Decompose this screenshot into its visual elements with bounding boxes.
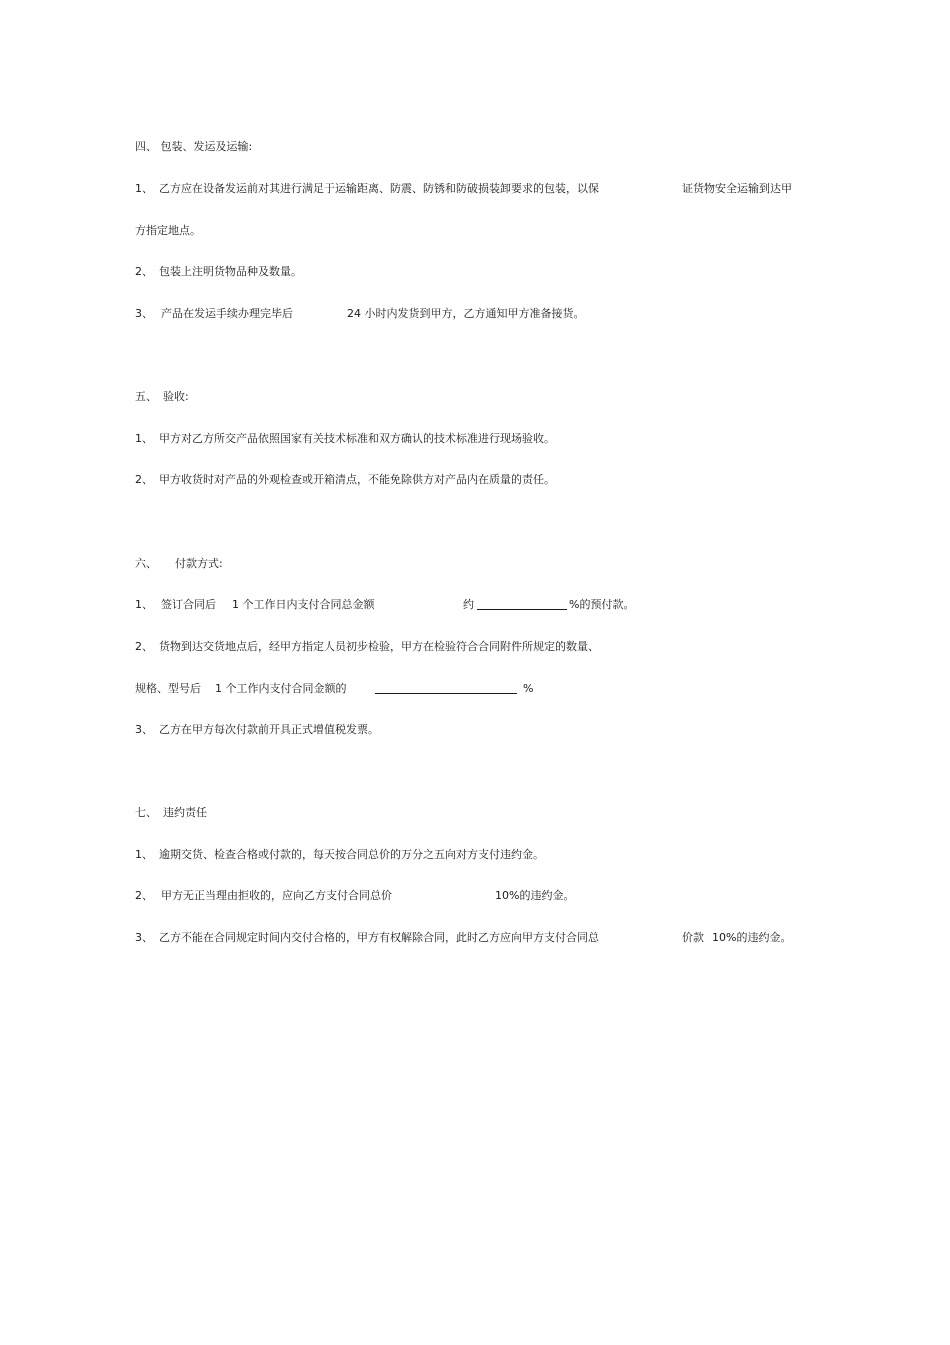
item-text: 甲方无正当理由拒收的，应向乙方支付合同总价 (161, 889, 392, 902)
section-number: 七、 (135, 806, 157, 819)
item-number: 3、 (135, 931, 153, 944)
section-4-heading-text: 四、 包装、发运及运输: (135, 140, 253, 153)
item-text: 10%的违约金。 (495, 889, 575, 902)
item-number: 3、 (135, 723, 153, 736)
section-title: 违约责任 (163, 806, 207, 819)
item-number: 3、 (135, 307, 153, 320)
item-text: 方指定地点。 (135, 224, 201, 237)
section-number: 五、 (135, 390, 157, 403)
item-text: 签订合同后 (161, 598, 216, 611)
item-text: 甲方收货时对产品的外观检查或开箱清点，不能免除供方对产品内在质量的责任。 (159, 473, 555, 486)
item-text: 包装上注明货物品种及数量。 (159, 265, 302, 278)
item-text: 证货物安全运输到达甲 (682, 182, 792, 195)
item-text: % (523, 682, 534, 695)
section-title: 付款方式: (175, 557, 223, 570)
item-text: 货物到达交货地点后，经甲方指定人员初步检验，甲方在检验符合合同附件所规定的数量、 (159, 640, 599, 653)
item-text: 1 个工作日内支付合同总金额 (232, 598, 375, 611)
section-title: 验收: (163, 390, 189, 403)
item-text: %的预付款。 (569, 598, 635, 611)
item-text: 甲方对乙方所交产品依照国家有关技术标准和双方确认的技术标准进行现场验收。 (159, 432, 555, 445)
item-number: 2、 (135, 473, 153, 486)
item-number: 1、 (135, 848, 153, 861)
item-text: 乙方应在设备发运前对其进行满足于运输距离、防震、防锈和防破损装卸要求的包装，以保 (159, 182, 599, 195)
item-number: 1、 (135, 598, 153, 611)
item-text: 逾期交货、检查合格或付款的，每天按合同总价的万分之五向对方支付违约金。 (159, 848, 544, 861)
item-number: 1、 (135, 432, 153, 445)
item-text: 约 (463, 598, 474, 611)
item-text: 1 个工作内支付合同金额的 (215, 682, 347, 695)
item-text: 产品在发运手续办理完毕后 (161, 307, 293, 320)
item-text: 规格、型号后 (135, 682, 201, 695)
item-text: 乙方不能在合同规定时间内交付合格的，甲方有权解除合同，此时乙方应向甲方支付合同总 (159, 931, 599, 944)
item-text: 乙方在甲方每次付款前开具正式增值税发票。 (159, 723, 379, 736)
item-text: 10%的违约金。 (712, 931, 792, 944)
item-text: 价款 (682, 931, 704, 944)
blank-field[interactable] (477, 598, 567, 614)
item-number: 2、 (135, 640, 153, 653)
blank-field[interactable] (375, 682, 517, 698)
section-number: 六、 (135, 557, 157, 570)
item-number: 1、 (135, 182, 153, 195)
item-text: 24 小时内发货到甲方，乙方通知甲方准备接货。 (347, 307, 585, 320)
item-number: 2、 (135, 265, 153, 278)
item-number: 2、 (135, 889, 153, 902)
